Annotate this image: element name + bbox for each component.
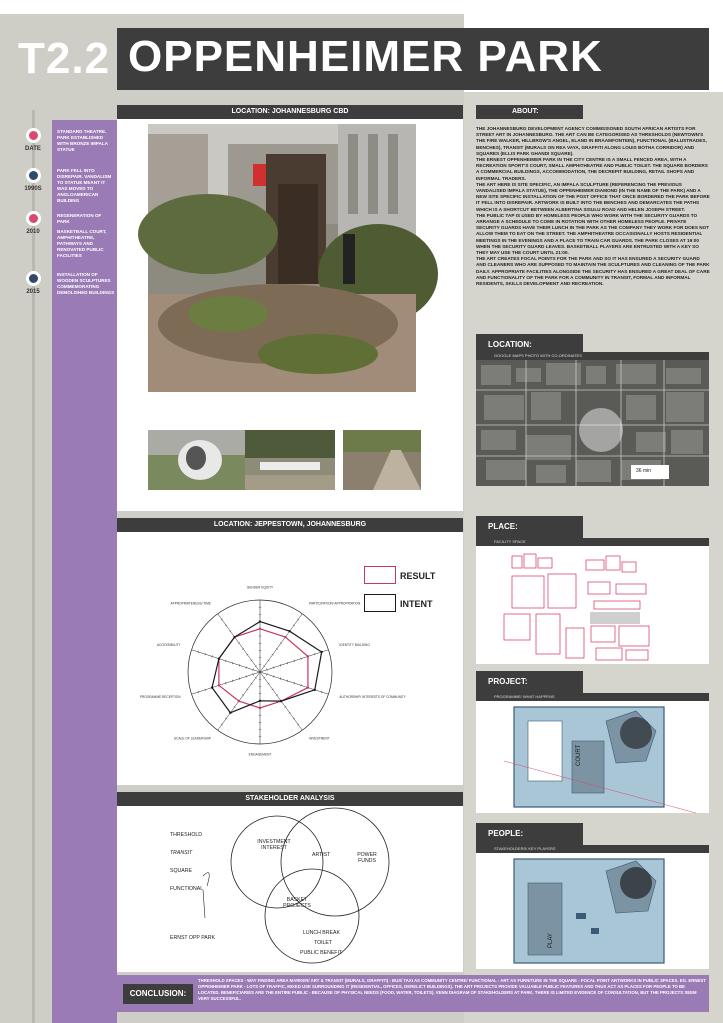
timeline-year: 2015 <box>26 289 40 295</box>
people-play-label: PLAY <box>548 933 554 948</box>
radar-axis-label: IDENTITY BUILDING <box>339 643 370 648</box>
timeline-dot <box>26 271 41 286</box>
radar-tick <box>255 677 257 678</box>
project-court-label: COURT <box>576 744 582 766</box>
radar-tick <box>221 724 223 725</box>
radar-point <box>280 700 282 702</box>
park-photo-illustration <box>148 124 416 392</box>
radar-point <box>211 686 213 688</box>
timeline-text: STANDARD THEATRE. PARK ESTABLISHED WITH BRONZE IMPALA STATUE <box>57 129 108 152</box>
radar-tick <box>297 724 299 725</box>
stake-left-item: SQUARE <box>170 868 192 874</box>
about-paragraph: THE ERNEST OPPENHEIMER PARK IN THE CITY CENTRE IS A SMALL FENCED AREA, WITH A RECREATION SPORT'S COURT, SMALL AMPHITHEATRE AND PUBLIC TOILET. THE SQUARE BORDERS A COMMERCIAL BUILDINGS, ACCOMMODATION, THE DECREPIT BUILDING, RETAIL SHOPS AND INFORMAL TRADERS. <box>476 157 708 181</box>
legend-swatch-intent <box>364 594 396 612</box>
radar-axis-label: SCALE OF LEADERSHIP <box>174 736 211 741</box>
conclusion-label: CONCLUSION: <box>123 984 193 1004</box>
arrow-line <box>203 890 205 918</box>
people-subheader: STAKEHOLDERS/ KEY PLAYERS <box>476 845 709 853</box>
timeline-text: REGENERATION OF PARK <box>57 213 102 224</box>
legend-label-result: RESULT <box>400 571 436 581</box>
legend-label-intent: INTENT <box>400 599 433 609</box>
radar-tick <box>267 683 269 684</box>
radar-tick <box>246 689 248 690</box>
radar-tick <box>238 642 240 643</box>
radar-tick <box>263 677 265 678</box>
radar-tick <box>289 712 291 713</box>
radar-tick <box>272 654 274 655</box>
people-plan <box>476 853 709 969</box>
radar-point <box>288 630 290 632</box>
timeline-text: INSTALLATION OF WOODEN SCULPTURES COMMEMORATING DEMOLISHED BUILDINGS <box>57 272 115 295</box>
location-jeppestown-header: LOCATION: JEPPESTOWN, JOHANNESBURG <box>117 518 463 532</box>
radar-series-result <box>218 628 309 710</box>
radar-series-intent <box>211 620 323 714</box>
project-header: PROJECT: <box>476 671 583 693</box>
radar-point <box>259 707 261 709</box>
radar-tick <box>272 689 274 690</box>
radar-tick <box>263 665 265 666</box>
legend-swatch-result <box>364 566 396 584</box>
radar-tick <box>242 648 244 649</box>
radar-tick <box>293 625 295 626</box>
people-header: PEOPLE: <box>476 823 583 845</box>
radar-point <box>259 700 261 702</box>
radar-axis-label: ENGAGEMENT <box>248 752 272 757</box>
radar-tick <box>242 695 244 696</box>
stake-bottom-label: ERNST OPP PARK <box>170 935 215 941</box>
timeline-dot <box>26 128 41 143</box>
map-time-tag: 36 min <box>636 468 652 474</box>
radar-tick <box>251 660 253 661</box>
radar-tick <box>276 695 278 696</box>
stake-left-item: THRESHOLD <box>170 832 202 838</box>
aerial-map <box>476 360 709 486</box>
about-header: ABOUT: <box>476 105 583 119</box>
stake-artist: ARTIST <box>312 852 331 858</box>
radar-tick <box>251 683 253 684</box>
timeline-year: 1990S <box>24 186 42 192</box>
timeline-dot <box>26 168 41 183</box>
stake-basket: BASKET PROJECTS <box>283 897 311 909</box>
radar-axis-label: GENDER EQUITY <box>246 585 274 590</box>
radar-point <box>259 620 261 622</box>
radar-tick <box>276 648 278 649</box>
timeline-text: BASKETBALL COURT, AMPHITHEATRE, PATHWAYS AND RENOVATED PUBLIC FACILITIES <box>57 229 107 258</box>
radar-tick <box>255 665 257 666</box>
venn-circle-public <box>265 869 359 963</box>
timeline-dot <box>26 211 41 226</box>
project-subheader: PROGRAMME/ WHAT HAPPENS <box>476 693 709 701</box>
stake-power: POWER FUNDS <box>357 852 377 864</box>
radar-axis-label: AUTHORSHIP/ INTERESTS OF COMMUNITY <box>339 694 406 699</box>
place-figure-ground <box>476 546 709 664</box>
radar-chart <box>139 572 406 772</box>
radar-tick <box>284 706 286 707</box>
timeline-text: PARK FELL INTO DISREPAIR. VANDALISM TO STATUE MEANT IT WAS MOVED TO ANGLOAMERICAN BUILDING <box>57 168 112 203</box>
stakeholder-header: STAKEHOLDER ANALYSIS <box>117 792 463 806</box>
radar-tick <box>225 718 227 719</box>
page-title: OPPENHEIMER PARK <box>128 32 603 81</box>
radar-point <box>320 651 322 653</box>
stake-toilet: TOILET <box>314 940 333 946</box>
radar-tick <box>221 619 223 620</box>
timeline-year: DATE <box>25 146 41 152</box>
radar-tick <box>225 625 227 626</box>
about-paragraph: THE ART HERE IS SITE SPECIFIC, AN IMPALA SCULPTURE (REFERENCING THE PREVIOUS VANDALISED IMPALA STATUE), THE OPPENHEIMER DIAMOND (IN THE NAME OF THE PARK) AND A NEW SITE SPECIFIC INSTALLATION OF THE POST OFFICE THAT ONCE BORDERED THE PARK BEFORE IT FELL INTO DISREPAIR. ARTWORK IS BUILT INTO THE BENCHES AND DEMARCATES THE PATHS WHICH IS A SHORTCUT BETWEEN ALBERTINA SISULU ROAD AND HELEN JOSEPH STREET. <box>476 181 710 212</box>
radar-point <box>307 686 309 688</box>
about-text <box>476 126 710 287</box>
arrow-curve <box>203 873 209 886</box>
about-paragraph: THE PUBLIC TAP IS USED BY HOMELESS PEOPLE WHO WORK WITH THE SECURITY GUARDS TO ARRANGE A SCHEDULE TO COME IN ROTATION WITH OTHER HOMELESS PEOPLE. PRIVATE SECURITY GUARDS HAVE THEIR LUNCH IN THE PARK AS THE COMPANY THEY WORK FOR DOES NOT ALLOW THEM TO EAT ON THE STREET. THE AMPHITHEATRE OCCASIONALLY HOSTS RESIDENTIAL MEETINGS IN THE EVENINGS AND A PLACE TO TRAIN CAR GUARDS. THE PARK CLOSES AT 19:00 WHEN THE SECURITY GUARD LEAVES. BASKETBALL PLAYERS ARE ENTRUSTED WITH A KEY SO THEY MAY USE THE COURT UNTIL 21:00. <box>476 212 710 256</box>
radar-axis-label: PROGRAMME RECEPTION <box>139 694 181 699</box>
stake-left-item: FUNCTIONAL <box>170 886 204 892</box>
venn-diagram <box>117 806 463 972</box>
radar-tick <box>280 642 282 643</box>
thumbnail-path <box>343 430 421 490</box>
about-paragraph: THE JOHANNESBURG DEVELOPMENT AGENCY COMMISSIONED SOUTH AFRICAN ARTISTS FOR STREET ART IN JOHANNESBURG. THE ART CAN BE CATEGORISED AS THRESHOLDS (NEWTOWN'S THE FIRE WALKER, HILLBROW'S ANGEL, ELAND IN BRAAMFONTEIN), FUNCTIONAL (BALUSTRADES, BENCHES), TRANSIT (MURALS ON REA VAYA, GRAFFITI ALONG LOUIS BOTHA CORRIDOR) AND SQUARES (ELLIS PARK GHANDI SQUARE). <box>476 126 707 156</box>
radar-point <box>259 628 261 630</box>
conclusion-text: THRESHOLD SPACES - WAY FINDING AREA MARKER/ ART & TRANSIT (MURALS, GRAFFITI) - BUS/ TAXI AS COMMUNITY CENTRE/ FUNCTIONAL - ART AS FURNITURE IN THE SQUARE - FOCAL POINT ARTWORKS IN PUBLIC SPACES. EG. ERNEST OPPENHEIMER PARK - LOTS OF TRAFFIC, MIXED USE SURROUNDING IT (RESIDENTIAL, OFFICES, DERELICT BUILDINGS). THE ART PROJECTS PROVIDE VALUABLE PUBLIC FEATURES AND THUS ACT AS PLACES FOR PEOPLE TO BE LOCATED. BENEFICIARIES ARE THE ENTIRE PUBLIC - BECAUSE OF PHYSICAL NEEDS (FOOD, WATER, TOILETS). VENN DIAGRAM OF STAKEHOLDERS AT PARK. THERE IS LIMITED EVIDENCE OF CONSULTATION, BUT THE PROJECTS SEEM VERY SUCCESSFUL. <box>198 978 706 1001</box>
stake-benefit: PUBLIC BENEFIT <box>300 950 343 956</box>
radar-tick <box>234 706 236 707</box>
location-cbd-header: LOCATION: JOHANNESBURG CBD <box>117 105 463 119</box>
project-plan <box>476 701 709 813</box>
stake-left-item: TRANSIT <box>170 850 193 856</box>
radar-point <box>233 636 235 638</box>
radar-point <box>218 684 220 686</box>
radar-axis-label: APPROPRIATENESS/ TIME <box>170 601 211 606</box>
radar-tick <box>293 718 295 719</box>
place-subheader: FACILITY SPACE <box>476 538 709 546</box>
stake-investment: INVESTMENT INTEREST <box>257 839 291 851</box>
radar-series <box>211 620 323 714</box>
location-map-header: LOCATION: <box>476 334 583 356</box>
radar-tick <box>267 660 269 661</box>
title-code: T2.2 <box>18 34 111 83</box>
radar-axis-label: PARTICIPATION/ APPROPRIATION <box>309 601 361 606</box>
venn-circle-investment <box>231 816 323 908</box>
radar-point <box>218 657 220 659</box>
radar-point <box>229 712 231 714</box>
place-header: PLACE: <box>476 516 583 538</box>
timeline-year: 2010 <box>26 229 40 235</box>
radar-axis-label: INVESTMENT <box>309 736 330 741</box>
thumbnail-bench <box>245 430 335 490</box>
radar-tick <box>246 654 248 655</box>
radar-point <box>284 636 286 638</box>
location-map-subheader: GOOGLE MAPS PHOTO WITH CO-ORDINATES <box>476 352 709 360</box>
about-paragraph: THE ART CREATES FOCAL POINTS FOR THE PARK AND SO IT HAS ENSURED A SECURITY GUARD AND CLEANERS WHO ARE SUPPOSED TO MAINTAIN THE SCULPTURES AND CLEANING OF THE PARK DAILY. APPROPRIATE FACILITIES ALONGSIDE THE SECURITY HAS ENSURED A GREAT DEAL OF CARE AND FUNCTIONALITY OF THE PARK FOR A COMMUNITY IN TRANSIT, FORMAL AND INFORMAL RESIDENTS, SKILLS DEVELOPMENT AND RECREATION. <box>476 256 710 287</box>
radar-tick <box>229 631 231 632</box>
stake-lunch: LUNCH BREAK <box>303 930 340 936</box>
radar-tick <box>297 619 299 620</box>
timeline-line <box>32 110 35 1023</box>
radar-point <box>314 689 316 691</box>
radar-point <box>238 700 240 702</box>
radar-point <box>307 655 309 657</box>
radar-series-line <box>212 622 322 713</box>
radar-axis-label: ACCESSIBILITY <box>156 643 181 648</box>
park-photo <box>148 124 416 392</box>
